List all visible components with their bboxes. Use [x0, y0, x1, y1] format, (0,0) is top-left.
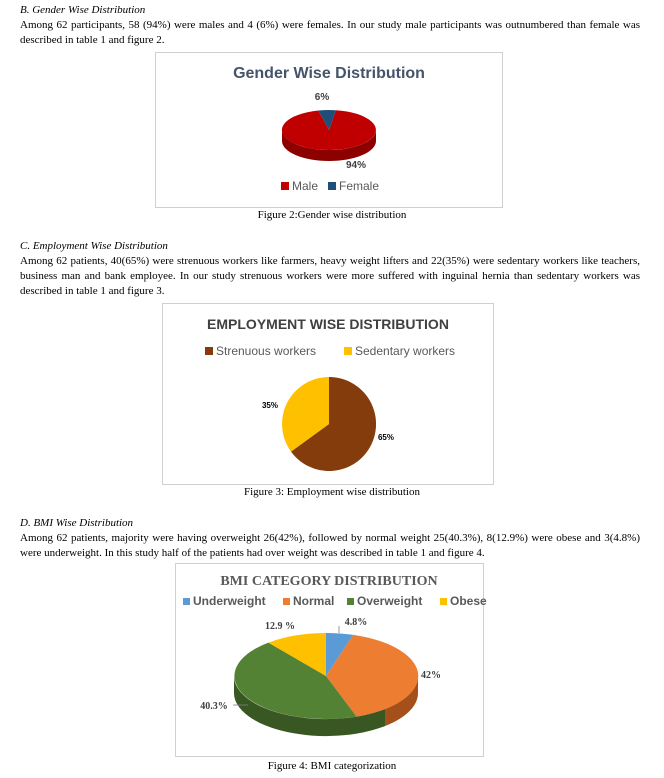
legend-label-obese: Obese — [450, 594, 487, 608]
section-paragraph-gender: Among 62 participants, 58 (94%) were males and 4 (6%) were females. In our study male participants was outnumbered than female was described in table 1 and figure 2. — [20, 19, 640, 46]
legend-swatch-obese — [440, 598, 447, 605]
section-paragraph-employment: Among 62 patients, 40(65%) were strenuous workers like farmers, heavy weight lifters and 22(35%) were sedentary workers like teachers, business man and bank employee. In our study strenuous workers were more suffered with inguinal hernia than sedentary workers was described in table 1 and figure 3. — [20, 255, 640, 297]
legend-label-overweight: Overweight — [357, 594, 423, 608]
data-label-female: 6% — [314, 92, 330, 103]
employment-chart — [162, 303, 494, 485]
legend-swatch-overweight — [347, 598, 354, 605]
legend-label-normal: Normal — [293, 594, 335, 608]
legend-swatch-female — [328, 182, 336, 190]
data-label-obese: 12.9 % — [265, 621, 295, 632]
legend-label-female: Female — [339, 179, 380, 193]
bmi-chart — [175, 563, 487, 757]
section-heading-bmi: D. BMI Wise Distribution — [20, 517, 134, 529]
section-heading-gender: B. Gender Wise Distribution — [20, 4, 146, 16]
gender-chart — [155, 52, 503, 208]
data-label-sedentary: 35% — [261, 401, 279, 410]
figure-caption-2: Figure 2:Gender wise distribution — [257, 209, 407, 221]
data-label-strenuous: 65% — [377, 433, 395, 442]
data-label-normal: 42% — [421, 670, 441, 681]
data-label-overweight: 40.3% — [200, 701, 228, 712]
legend-label-strenuous: Strenuous workers — [216, 344, 317, 358]
section-paragraph-bmi: Among 62 patients, majority were having overweight 26(42%), followed by normal weight 25(40.3%), 8(12.9%) were obese and 3(4.8%) were underweight. In this study half of the patients had over weight was described in table 1 and figure 4. — [20, 532, 640, 559]
data-label-male: 94% — [345, 160, 367, 171]
section-heading-employment: C. Employment Wise Distribution — [20, 240, 168, 252]
figure-caption-3: Figure 3: Employment wise distribution — [244, 486, 420, 498]
legend-swatch-male — [281, 182, 289, 190]
legend-swatch-strenuous — [205, 347, 213, 355]
legend-label-underweight: Underweight — [193, 594, 266, 608]
legend-swatch-underweight — [183, 598, 190, 605]
legend-swatch-sedentary — [344, 347, 352, 355]
chart-title: Gender Wise Distribution — [233, 65, 425, 82]
legend-label-male: Male — [292, 179, 319, 193]
data-label-underweight: 4.8% — [344, 617, 368, 628]
legend-swatch-normal — [283, 598, 290, 605]
chart-title: BMI CATEGORY DISTRIBUTION — [220, 574, 438, 589]
chart-title: EMPLOYMENT WISE DISTRIBUTION — [207, 316, 449, 332]
figure-caption-4: Figure 4: BMI categorization — [267, 760, 397, 772]
legend-label-sedentary: Sedentary workers — [355, 344, 456, 358]
